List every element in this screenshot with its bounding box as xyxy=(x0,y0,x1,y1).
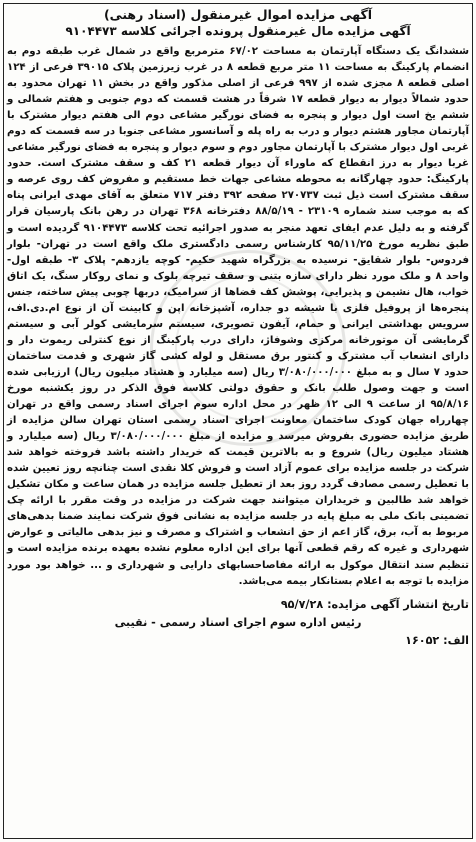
notice-title: آگهی مزایده اموال غیرمنقول (اسناد رهنی) xyxy=(103,7,373,22)
signature-line: رئیس اداره سوم اجرای اسناد رسمی - نقیبی xyxy=(114,615,362,629)
notice-subtitle: آگهی مزایده مال غیرمنقول پرونده اجرائی کلاسه ۹۱۰۴۴۷۳ xyxy=(65,24,411,38)
notice-code: الف: ۱۶۰۵۲ xyxy=(405,633,469,647)
notice-footer xyxy=(7,596,469,650)
notice-body-text: ششدانگ یک دستگاه آپارتمان به مساحت ۶۷/۰۲ مترمربع واقع در شمال غرب طبقه دوم به انضمام پارکینگ به مساحت ۱۱ متر مربع قطعه ۸ در غرب زیرزمین پلاک ۳۹۰۱۵ فرعی از ۱۲۴ اصلی قطعه ۸ مجزی شده از ۹۹۷ فرعی از اصلی مذکور واقع در بخش ۱۱ تهران محدود به حدود شمالاً دیوار به دیوار قطعه ۱۷ شرقاً در هشت قسمت که دوم جنوبی و هفتم شمالی و ششم یخ است اول دیوار و پنجره به فضای نورگیر مشاعی دوم الی هفتم دیوار مشترک با آپارتمان مجاور هشتم دیوار و درب به راه پله و آسانسور مشاعی جنوبا در سه قسمت که دوم غربی اول دیوار مشترک با آپارتمان مجاور دوم و سوم دیوار و پنجره به فضای نورگیر مشاعی غربا دیوار به درز انقطاع که ماوراء آن دیوار قطعه ۲۱ کف و سقف مشترک است. حدود پارکینگ: حدود چهارگانه به محوطه مشاعی جهات خط مستقیم و مفروض کف روی عرصه و سقف مشترک است ذیل ثبت ۲۷۰۷۳۷ صفحه ۳۹۲ دفتر ۷۱۷ متعلق به آقای مهدی ایرانی پناه که به موجب سند شماره ۲۳۱۰۹ - ۸۸/۵/۱۹ دفترخانه ۳۶۸ تهران در رهن بانک پارسیان قرار گرفته و به دلیل عدم ایفای تعهد منجر به صدور اجرائیه تحت کلاسه ۹۱۰۴۴۷۳ گردیده است و طبق نظریه مورخ ۹۵/۱۱/۲۵ کارشناس رسمی دادگستری ملک واقع است در تهران- بلوار فردوس- بلوار شقایق- نرسیده به بزرگراه شهید حکیم- کوچه یازدهم- پلاک ۳- طبقه اول- واحد ۸ و ملک مورد نظر دارای سازه بتنی و سقف تیرچه بلوک و نمای روکار سنگ، یک اتاق خواب، هال نشیمن و پذیرایی، پوشش کف فضاها از سرامیک، دربها چوبی پیش ساخته، جنس پنجره‌ها از پروفیل فلزی با شیشه دو جداره، آشپزخانه اپن و کابینت آن از نوع ام.دی.اف، سرویس بهداشتی ایرانی و حمام، آیفون تصویری، سیستم سرمایشی کولر آبی و سیستم گرمایشی آن موتورخانه مرکزی وشوفاژ، دارای درب پارکینگ از نوع کنترلی ریموت دار و دارای انشعاب آب مشترک و کنتور برق مستقل و لوله کشی گاز شهری و قدمت ساختمان حدود ۷ سال و به مبلغ ۳/۰۸۰/۰۰۰/۰۰۰ ریال (سه میلیارد و هشتاد میلیون ریال) ارزیابی شده است و جهت وصول طلب بانک و حقوق دولتی کلاسه فوق الذکر در روز یکشنبه مورخ ۹۵/۸/۱۶ از ساعت ۹ الی ۱۲ ظهر در محل اداره سوم اجرای اسناد رسمی واقع در تهران چهارراه جهان کودک ساختمان معاونت اجرای اسناد رسمی استان تهران سالن مزایده از طریق مزایده حضوری بفروش میرسد و مزایده از مبلغ ۳/۰۸۰/۰۰۰/۰۰۰ ریال (سه میلیارد و هشتاد میلیون ریال) شروع و به بالاترین قیمت که خریدار داشته باشد فروخته خواهد شد شرکت در جلسه مزایده برای عموم آزاد است و فروش کلا نقدی است چنانچه روز تعیین شده با تعطیل رسمی مصادف گردد روز بعد از تعطیل جلسه مزایده در همان ساعت و مکان تشکیل خواهد شد طالبین و خریداران میتوانند جهت شرکت در مزایده در وقت مقرر با ارائه چک تضمینی بانک ملی به مبلغ پایه در جلسه مزایده به نشانی فوق شرکت نمایند ضمنا بدهی‌های مربوط به آب، برق، گاز اعم از حق انشعاب و اشتراک و مصرف و نیز بدهی مالیاتی و عوارض شهرداری و غیره که رقم قطعی آنها برای این اداره معلوم نشده بعهده برنده مزایده است و تنظیم سند انتقال موکول به ارائه مفاصاحسابهای دارایی و شهرداری و ... خواهد بود مورد مزایده با توجه به اعلام بستانکار بیمه می‌باشد. xyxy=(7,46,470,587)
publish-date: تاریخ انتشار آگهی مزایده: ۹۵/۷/۲۸ xyxy=(280,597,469,611)
